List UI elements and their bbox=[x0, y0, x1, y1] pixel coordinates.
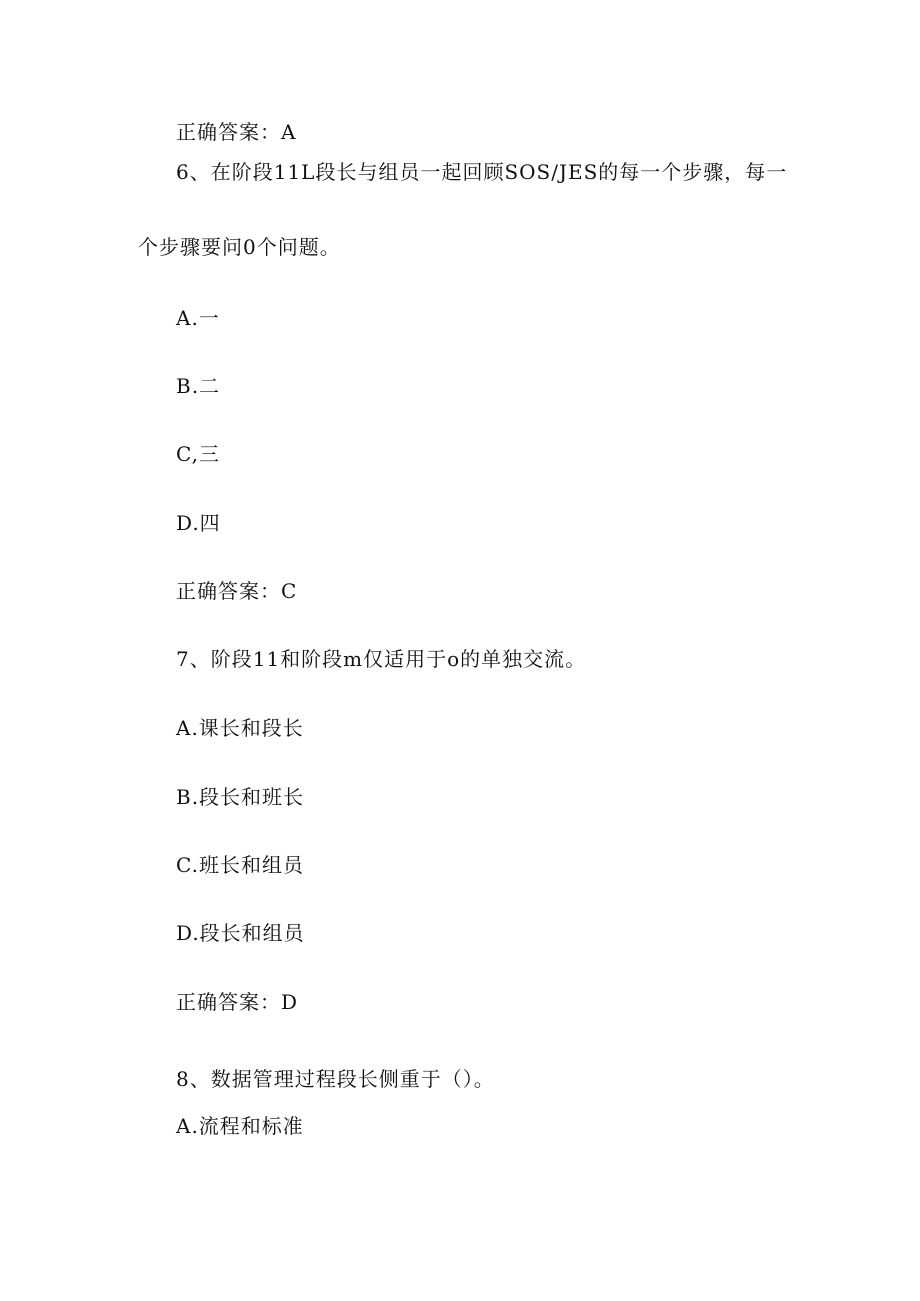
q8-option-a: A.流程和标准 bbox=[176, 1114, 304, 1138]
q7-option-b: B.段长和班长 bbox=[176, 785, 305, 809]
q7-option-c: C.班长和组员 bbox=[176, 853, 304, 877]
question-8: 8、数据管理过程段长侧重于（）。 bbox=[176, 1067, 495, 1091]
q7-option-a: A.课长和段长 bbox=[176, 716, 304, 740]
q7-option-d: D.段长和组员 bbox=[176, 921, 305, 945]
q6-option-d: D.四 bbox=[176, 511, 221, 535]
answer-line-q7: 正确答案：D bbox=[176, 990, 299, 1014]
answer-line-q6: 正确答案：C bbox=[176, 579, 298, 603]
question-7: 7、阶段11和阶段m仅适用于o的单独交流。 bbox=[176, 647, 587, 671]
question-6-line-1: 6、在阶段11L段长与组员一起回顾SOS/JES的每一个步骤，每一 bbox=[176, 160, 788, 184]
q6-option-a: A.一 bbox=[176, 306, 220, 330]
answer-line-q5: 正确答案：A bbox=[176, 120, 297, 144]
q6-option-c: C,三 bbox=[176, 442, 220, 466]
question-6-line-2: 个步骤要问0个问题。 bbox=[138, 235, 341, 259]
q6-option-b: B.二 bbox=[176, 374, 221, 398]
